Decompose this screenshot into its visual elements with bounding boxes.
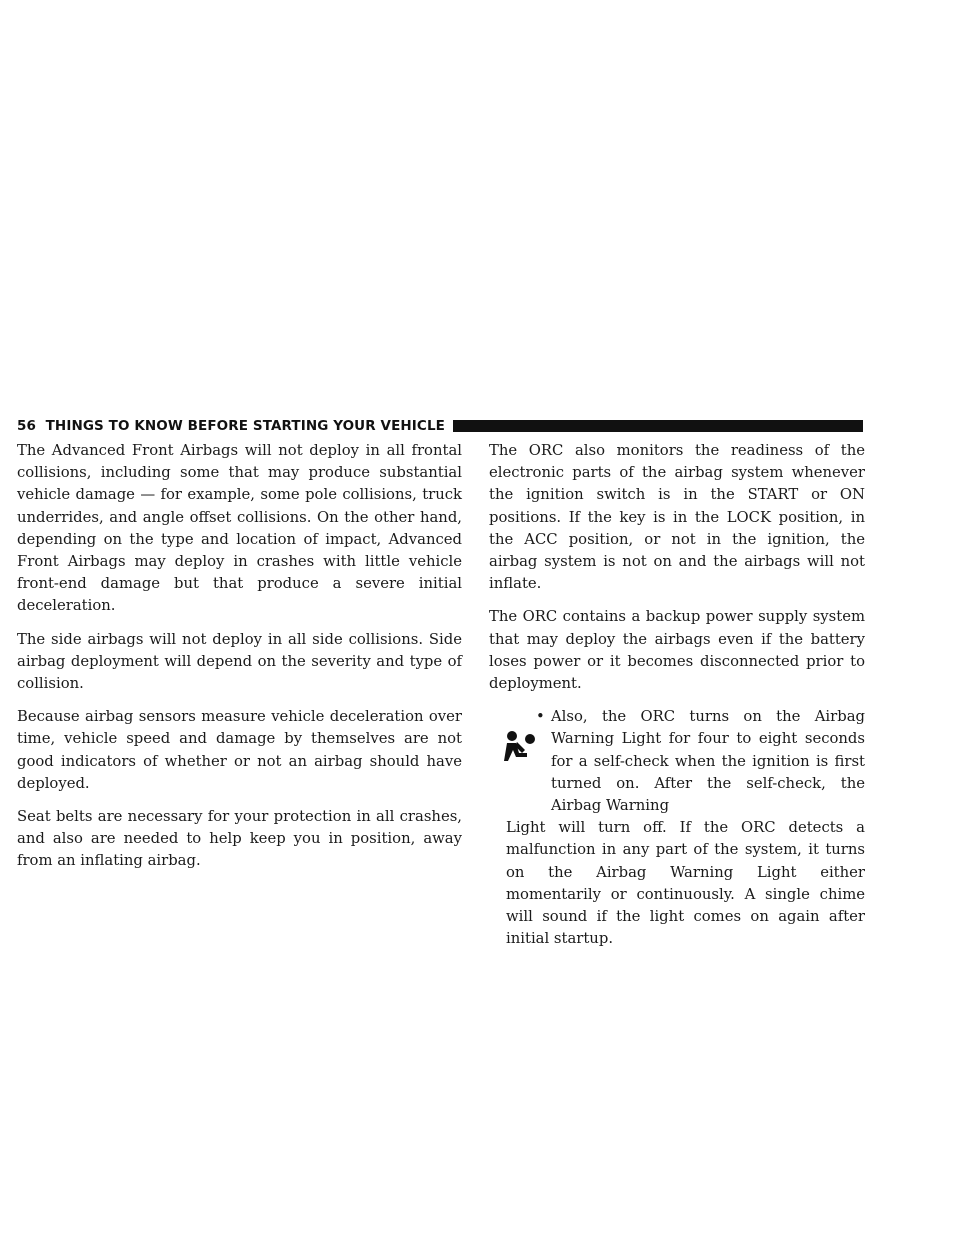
running-header xyxy=(17,417,863,435)
bullet-text-head: Also, the ORC turns on the Airbag Warning Light for four to eight seconds for a self-check when the ignition is first turned on. After the self-check, the Airbag Warning xyxy=(551,708,865,815)
bullet-continuation: Light will turn off. If the ORC detects a malfunction in any part of the system, it turns on the Airbag Warning Light either momentarily or continuously. A single chime will sound if the light comes on again after initial startup. xyxy=(506,819,865,948)
header-title-line xyxy=(17,418,445,434)
bullet-item xyxy=(489,706,865,950)
bullet-symbol: • xyxy=(536,708,545,726)
section-title: THINGS TO KNOW BEFORE STARTING YOUR VEHICLE xyxy=(45,418,445,434)
right-column xyxy=(489,440,865,950)
paragraph: The side airbags will not deploy in all side collisions. Side airbag deployment will depend on the severity and type of collision. xyxy=(17,630,462,693)
left-column xyxy=(17,440,462,884)
paragraph: Because airbag sensors measure vehicle deceleration over time, vehicle speed and damage by themselves are not good indicators of whether or not an airbag should have deployed. xyxy=(17,708,462,792)
paragraph: The ORC also monitors the readiness of the electronic parts of the airbag system whenever the ignition switch is in the START or ON positions. If the key is in the LOCK position, in the ACC position, or not in the ignition, the airbag system is not on and the airbags will not inflate. xyxy=(489,442,865,593)
bullet-first-lines xyxy=(489,706,865,817)
header-rule xyxy=(453,420,863,432)
paragraph: The ORC contains a backup power supply system that may deploy the airbags even if the battery loses power or it becomes disconnected prior to deployment. xyxy=(489,608,865,693)
page-number: 56 xyxy=(17,418,36,434)
paragraph: The Advanced Front Airbags will not deploy in all frontal collisions, including some that may produce substantial vehicle damage — for example, some pole collisions, truck underrides, and angle offset collisions. On the other hand, depending on the type and location of impact, Advanced Front Airbags may deploy in crashes with little vehicle front-end damage but that produce a severe initial deceleration. xyxy=(17,442,462,615)
paragraph: Seat belts are necessary for your protection in all crashes, and also are needed to help keep you in position, away from an inflating airbag. xyxy=(17,808,462,870)
